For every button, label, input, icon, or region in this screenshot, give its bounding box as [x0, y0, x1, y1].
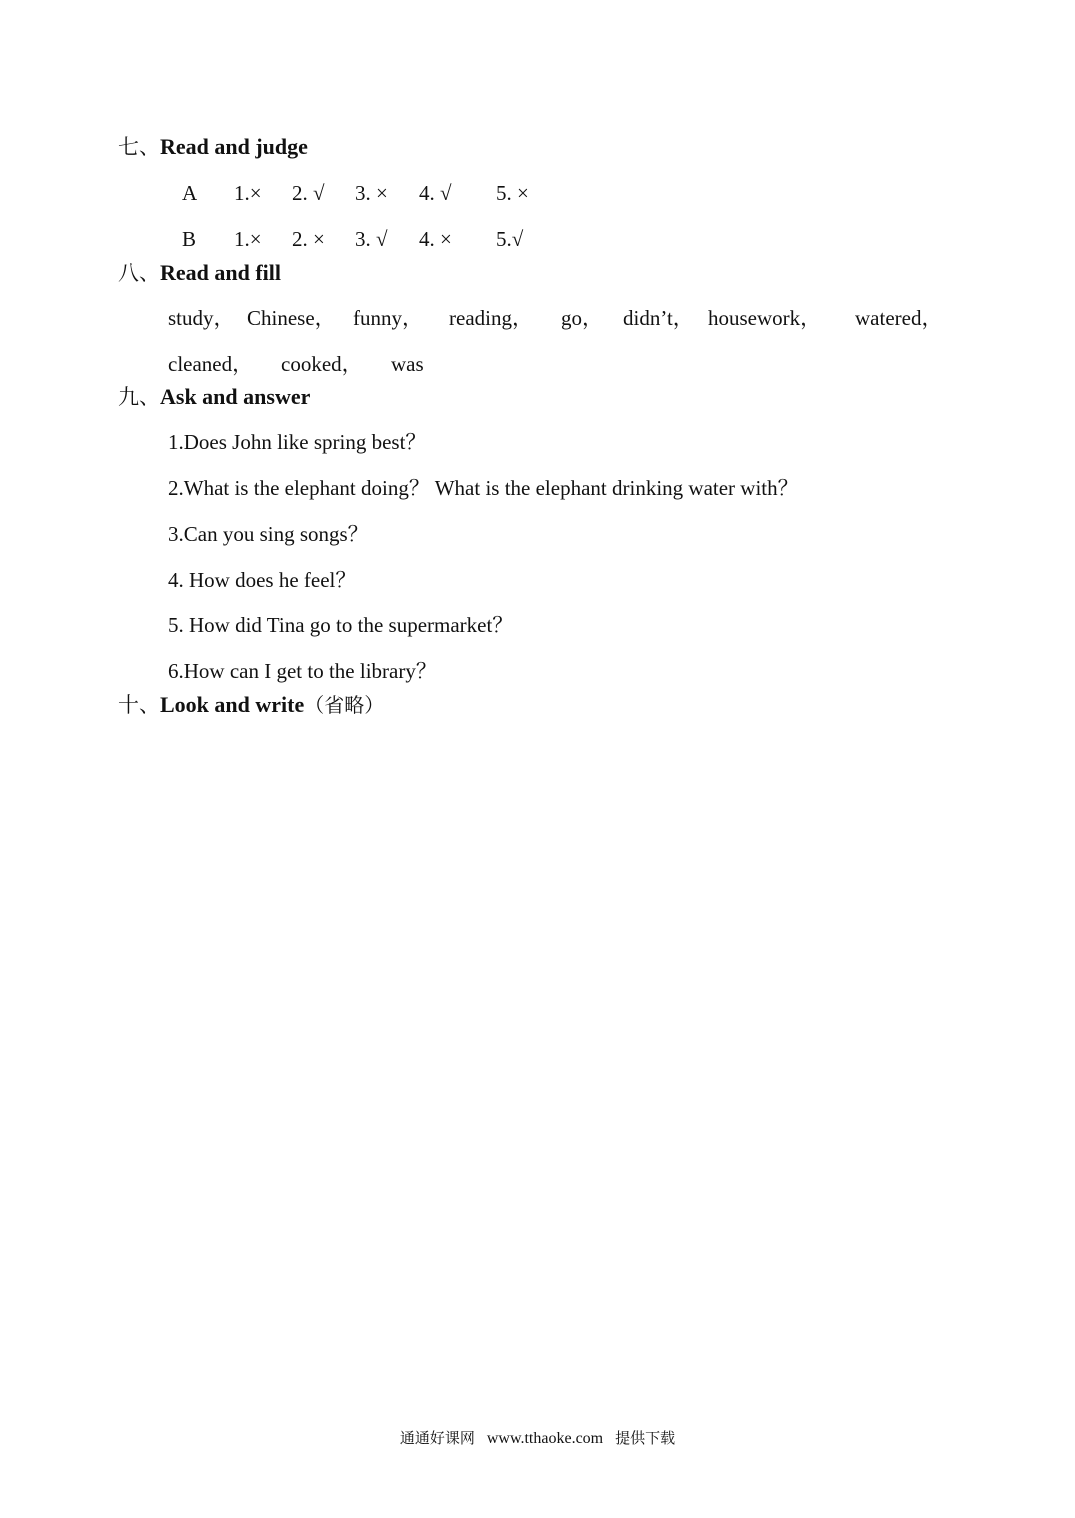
- judge-answer: 2. ×: [292, 227, 325, 251]
- fill-answer: go，: [561, 306, 603, 330]
- fill-answer: didn’t，: [623, 306, 694, 330]
- judge-answer: 3. ×: [355, 181, 388, 205]
- footer-site-name: 通通好课网: [399, 1429, 475, 1447]
- judge-row-label: A: [182, 181, 198, 205]
- fill-answer: housework，: [708, 306, 822, 330]
- section-7-title: Read and judge: [160, 134, 308, 159]
- judge-answer: 1.×: [234, 227, 262, 251]
- section-10-title: Look and write: [160, 692, 305, 717]
- fill-answer: reading，: [449, 306, 533, 330]
- fill-answer: study，: [168, 306, 235, 330]
- section-9-number: 九、: [118, 385, 160, 409]
- fill-answer: funny，: [353, 306, 423, 330]
- judge-row-label: B: [182, 227, 197, 251]
- footer-url: www.tthaoke.com: [486, 1430, 604, 1447]
- section-10-heading: [118, 692, 384, 718]
- judge-answer: 1.×: [234, 181, 262, 205]
- question-4: 4. How does he feel？: [168, 568, 357, 592]
- section-10-note: （省略）: [304, 693, 385, 717]
- section-8-number: 八、: [118, 261, 160, 285]
- judge-answer: 4. √: [419, 181, 452, 205]
- fill-answer: was: [391, 352, 424, 376]
- footer-suffix: 提供下载: [615, 1429, 676, 1447]
- page-footer: [0, 1428, 1075, 1449]
- judge-answer: 5. ×: [496, 181, 529, 205]
- section-7-heading: [118, 134, 308, 160]
- section-7-number: 七、: [118, 135, 160, 159]
- question-1: 1.Does John like spring best？: [168, 430, 427, 454]
- question-5: 5. How did Tina go to the supermarket？: [168, 613, 514, 637]
- section-9-title: Ask and answer: [160, 384, 311, 409]
- fill-answer: cleaned，: [168, 352, 254, 376]
- question-3: 3.Can you sing songs？: [168, 522, 369, 546]
- judge-answer: 5.√: [496, 227, 524, 251]
- section-10-number: 十、: [118, 693, 160, 717]
- judge-answer: 3. √: [355, 227, 388, 251]
- fill-answer: Chinese，: [247, 306, 336, 330]
- judge-answer: 4. ×: [419, 227, 452, 251]
- question-6: 6.How can I get to the library？: [168, 659, 437, 683]
- judge-answer: 2. √: [292, 181, 325, 205]
- question-2: 2.What is the elephant doing？ What is the elephant drinking water with？: [168, 476, 799, 500]
- fill-answer: cooked，: [281, 352, 363, 376]
- section-8-title: Read and fill: [160, 260, 282, 285]
- section-8-heading: [118, 260, 281, 286]
- section-9-heading: [118, 384, 310, 410]
- fill-answer: watered，: [855, 306, 943, 330]
